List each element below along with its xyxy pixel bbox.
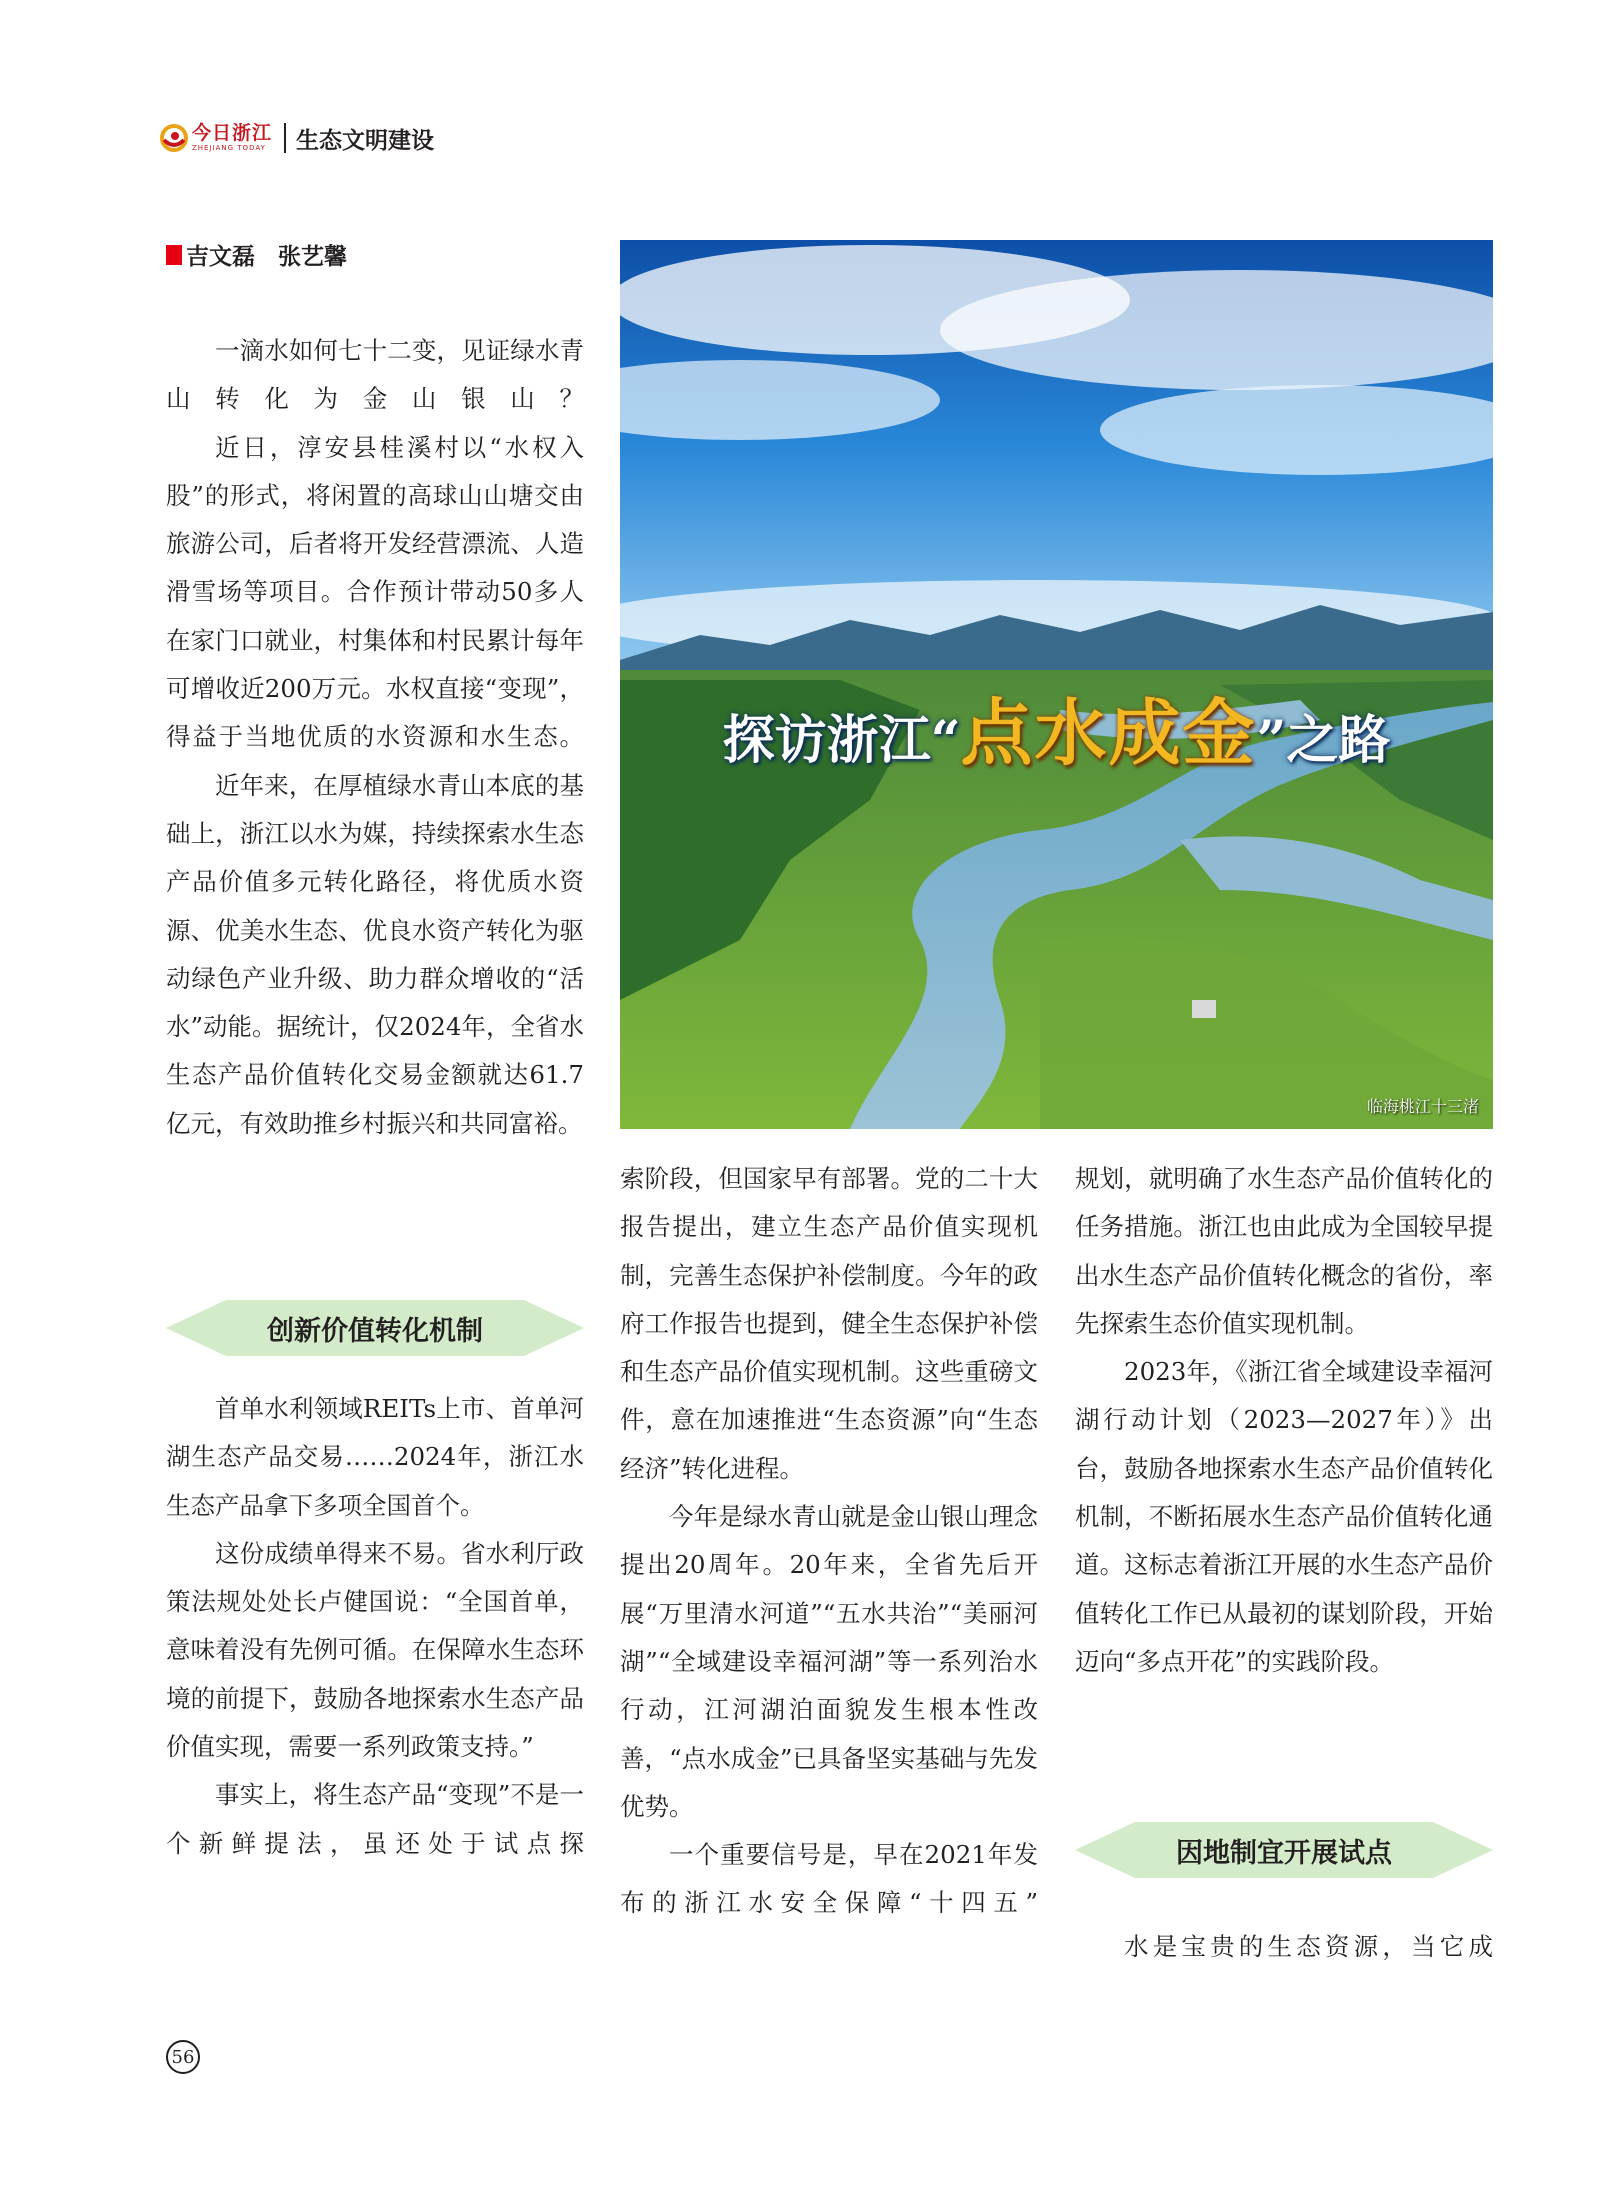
header-divider <box>284 123 286 153</box>
farmhouse <box>1192 1000 1216 1018</box>
paragraph: 一个重要信号是，早在2021年发布的浙江水安全保障“十四五” <box>620 1840 1038 1918</box>
text-column-1 <box>166 327 584 1148</box>
paragraph: 规划，就明确了水生态产品价值转化的任务措施。浙江也由此成为全国较早提出水生态产品价值转化概念的省份，率先探索生态价值实现机制。 <box>1075 1164 1493 1338</box>
text-column-1-continued <box>166 1385 584 1868</box>
hero-photo <box>620 240 1493 1129</box>
hero-headline <box>620 675 1493 779</box>
paragraph: 水是宝贵的生态资源，当它成 <box>1124 1932 1493 1961</box>
text-column-3 <box>1075 1155 1493 1686</box>
paragraph: 今年是绿水青山就是金山银山理念提出20周年。20年来，全省先后开展“万里清水河道”“五水共治”“美丽河湖”“全域建设幸福河湖”等一系列治水行动，江河湖泊面貌发生根本性改善，“点水成金”已具备坚实基础与先发优势。 <box>620 1502 1038 1821</box>
subheading-pilot <box>1075 1818 1493 1882</box>
headline-highlight: 点水成金 <box>960 690 1257 775</box>
paragraph: 事实上，将生态产品“变现”不是一个新鲜提法，虽还处于试点探 <box>166 1780 584 1858</box>
page-number: 56 <box>166 2040 200 2074</box>
photo-caption: 临海桃江十三渚 <box>1366 1097 1479 1116</box>
paragraph: 2023年，《浙江省全域建设幸福河湖行动计划（2023—2027年）》出台，鼓励各地探索水生态产品价值转化机制，不断拓展水生态产品价值转化通道。这标志着浙江开展的水生态产品价值转化工作已从最初的谋划阶段，开始迈向“多点开花”的实践阶段。 <box>1075 1357 1493 1676</box>
text-column-3-continued <box>1075 1923 1493 1971</box>
subheading-innovation <box>166 1296 584 1360</box>
headline-part-1: 探访浙江“ <box>722 710 961 771</box>
publication-logo <box>160 124 272 152</box>
page-header <box>160 118 434 158</box>
byline <box>166 238 347 271</box>
section-title: 生态文明建设 <box>296 127 435 154</box>
paragraph: 近日，淳安县桂溪村以“水权入股”的形式，将闲置的高球山山塘交由旅游公司，后者将开发经营漂流、人造滑雪场等项目。合作预计带动50多人在家门口就业，村集体和村民累计每年可增收近200万元。水权直接“变现”，得益于当地优质的水资源和水生态。 <box>166 432 584 752</box>
paragraph: 这份成绩单得来不易。省水利厅政策法规处处长卢健国说：“全国首单，意味着没有先例可循。在保障水生态环境的前提下，鼓励各地探索水生态产品价值实现，需要一系列政策支持。” <box>166 1538 584 1762</box>
sun-logo-icon <box>160 124 188 152</box>
logo-english-text: ZHEJIANG TODAY <box>192 144 266 152</box>
subheading-text: 因地制宜开展试点 <box>1176 1837 1392 1869</box>
paragraph: 近年来，在厚植绿水青山本底的基础上，浙江以水为媒，持续探索水生态产品价值多元转化路径，将优质水资源、优美水生态、优良水资产转化为驱动绿色产业升级、助力群众增收的“活水”动能。据统计，仅2024年，全省水生态产品价值转化交易金额就达61.7亿元，有效助推乡村振兴和共同富裕。 <box>166 770 584 1138</box>
paragraph: 首单水利领域REITs上市、首单河湖生态产品交易……2024年，浙江水生态产品拿下多项全国首个。 <box>166 1394 584 1520</box>
byline-marker <box>166 245 182 265</box>
logo-chinese-text: 今日浙江 <box>192 122 273 144</box>
subheading-text: 创新价值转化机制 <box>267 1315 483 1347</box>
author-names: 吉文磊 张艺馨 <box>186 244 347 270</box>
text-column-2 <box>620 1155 1038 1928</box>
paragraph: 索阶段，但国家早有部署。党的二十大报告提出，建立生态产品价值实现机制，完善生态保护补偿制度。今年的政府工作报告也提到，健全生态保护补偿和生态产品价值实现机制。这些重磅文件，意在加速推进“生态资源”向“生态经济”转化进程。 <box>620 1164 1038 1483</box>
paragraph: 一滴水如何七十二变，见证绿水青山转化为金山银山？ <box>166 336 584 414</box>
headline-part-2: ”之路 <box>1256 710 1391 771</box>
